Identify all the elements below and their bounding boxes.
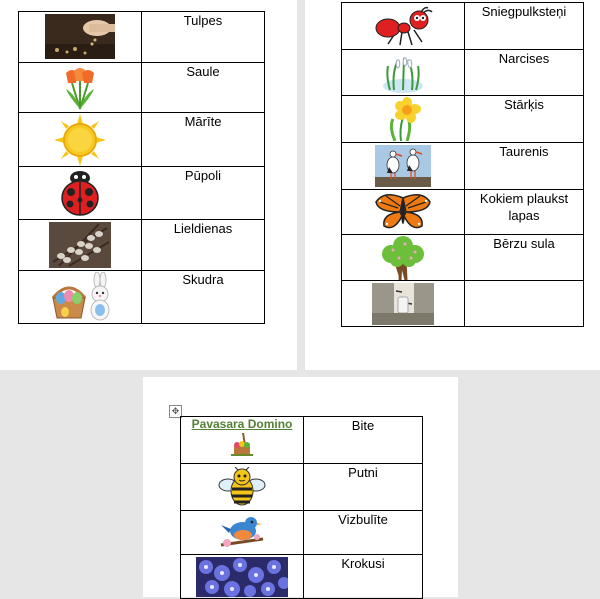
table-cell-picture	[181, 464, 304, 511]
blue-flowers-photo	[196, 557, 288, 597]
table-row	[342, 96, 584, 143]
table-cell-word	[304, 464, 423, 511]
table-cell-word	[142, 220, 265, 271]
table-cell-picture	[19, 271, 142, 324]
table-cell-picture	[342, 143, 465, 190]
word-label: Saule	[186, 64, 220, 79]
ant-icon	[372, 6, 434, 46]
bee-icon	[218, 467, 266, 507]
table-cell-picture	[342, 190, 465, 235]
word-label: Bērzu sula	[493, 236, 555, 251]
table-cell-word	[465, 235, 584, 281]
table-cell-picture	[181, 511, 304, 555]
table-row	[181, 555, 423, 599]
sun-icon	[54, 114, 106, 166]
table-cell-word	[304, 511, 423, 555]
table-row	[19, 12, 265, 63]
table-row	[342, 235, 584, 281]
word-label: Taurenis	[499, 144, 549, 159]
domino-table-left	[18, 11, 265, 324]
document-page-left	[0, 0, 297, 370]
table-cell-picture	[342, 235, 465, 281]
table-row	[342, 50, 584, 96]
table-row	[19, 167, 265, 220]
table-cell-picture	[342, 96, 465, 143]
word-label: Bite	[351, 418, 375, 433]
document-page-bottom	[143, 377, 458, 597]
seeds-photo	[45, 14, 115, 59]
table-cell-word	[142, 271, 265, 324]
word-label: Lieldienas	[173, 221, 233, 236]
ladybug-icon	[58, 170, 102, 216]
pussy-willow-photo	[49, 222, 111, 268]
word-label: Pūpoli	[184, 168, 222, 183]
table-move-handle-icon[interactable]: ✥	[169, 405, 182, 418]
table-cell-word	[142, 63, 265, 113]
tree-icon	[379, 236, 427, 280]
domino-table-right	[341, 2, 584, 327]
domino-table-bottom	[180, 416, 423, 599]
table-row	[342, 143, 584, 190]
daffodil-icon	[383, 97, 423, 141]
butterfly-icon	[374, 192, 432, 232]
table-row	[19, 113, 265, 167]
table-cell-picture	[342, 281, 465, 327]
table-cell-word	[142, 113, 265, 167]
bluebird-icon	[219, 513, 265, 553]
table-row	[342, 190, 584, 235]
table-cell-picture	[19, 220, 142, 271]
table-cell-picture	[19, 167, 142, 220]
page-title: Pavasara Domino	[191, 417, 293, 431]
table-cell-word	[142, 167, 265, 220]
table-cell-word	[465, 50, 584, 96]
table-cell-picture	[19, 63, 142, 113]
word-label: Mārīte	[184, 114, 222, 129]
table-cell-word	[465, 190, 584, 235]
table-row	[19, 220, 265, 271]
table-cell-word	[465, 143, 584, 190]
word-label: Putni	[348, 465, 378, 480]
table-cell-picture	[181, 417, 304, 464]
word-label: Vizbulīte	[338, 512, 388, 527]
table-row	[19, 271, 265, 324]
garden-tools-icon	[229, 433, 255, 457]
table-cell-picture	[342, 3, 465, 50]
storks-photo	[375, 145, 431, 187]
table-row	[181, 464, 423, 511]
table-cell-word	[465, 3, 584, 50]
word-label: Stārķis	[504, 97, 544, 112]
table-cell-word	[304, 417, 423, 464]
document-page-right	[305, 0, 600, 370]
birch-sap-photo	[372, 283, 434, 325]
table-row	[181, 511, 423, 555]
table-row	[181, 417, 423, 464]
word-label: Kokiem plaukst lapas	[479, 191, 569, 223]
table-cell-picture	[19, 113, 142, 167]
table-cell-picture	[342, 50, 465, 96]
table-row	[19, 63, 265, 113]
word-label: Sniegpulksteņi	[481, 4, 567, 19]
table-cell-word	[465, 281, 584, 327]
snowdrops-icon	[380, 52, 426, 94]
word-label: Tulpes	[183, 13, 223, 28]
table-cell-word	[304, 555, 423, 599]
table-row	[342, 281, 584, 327]
table-row	[342, 3, 584, 50]
table-cell-word	[142, 12, 265, 63]
word-label: Skudra	[182, 272, 224, 287]
table-cell-picture	[19, 12, 142, 63]
table-cell-word	[465, 96, 584, 143]
tulips-icon	[58, 65, 102, 111]
table-cell-picture	[181, 555, 304, 599]
easter-bunny-basket-icon	[49, 272, 111, 322]
word-label: Krokusi	[341, 556, 385, 571]
word-label: Narcises	[498, 51, 550, 66]
